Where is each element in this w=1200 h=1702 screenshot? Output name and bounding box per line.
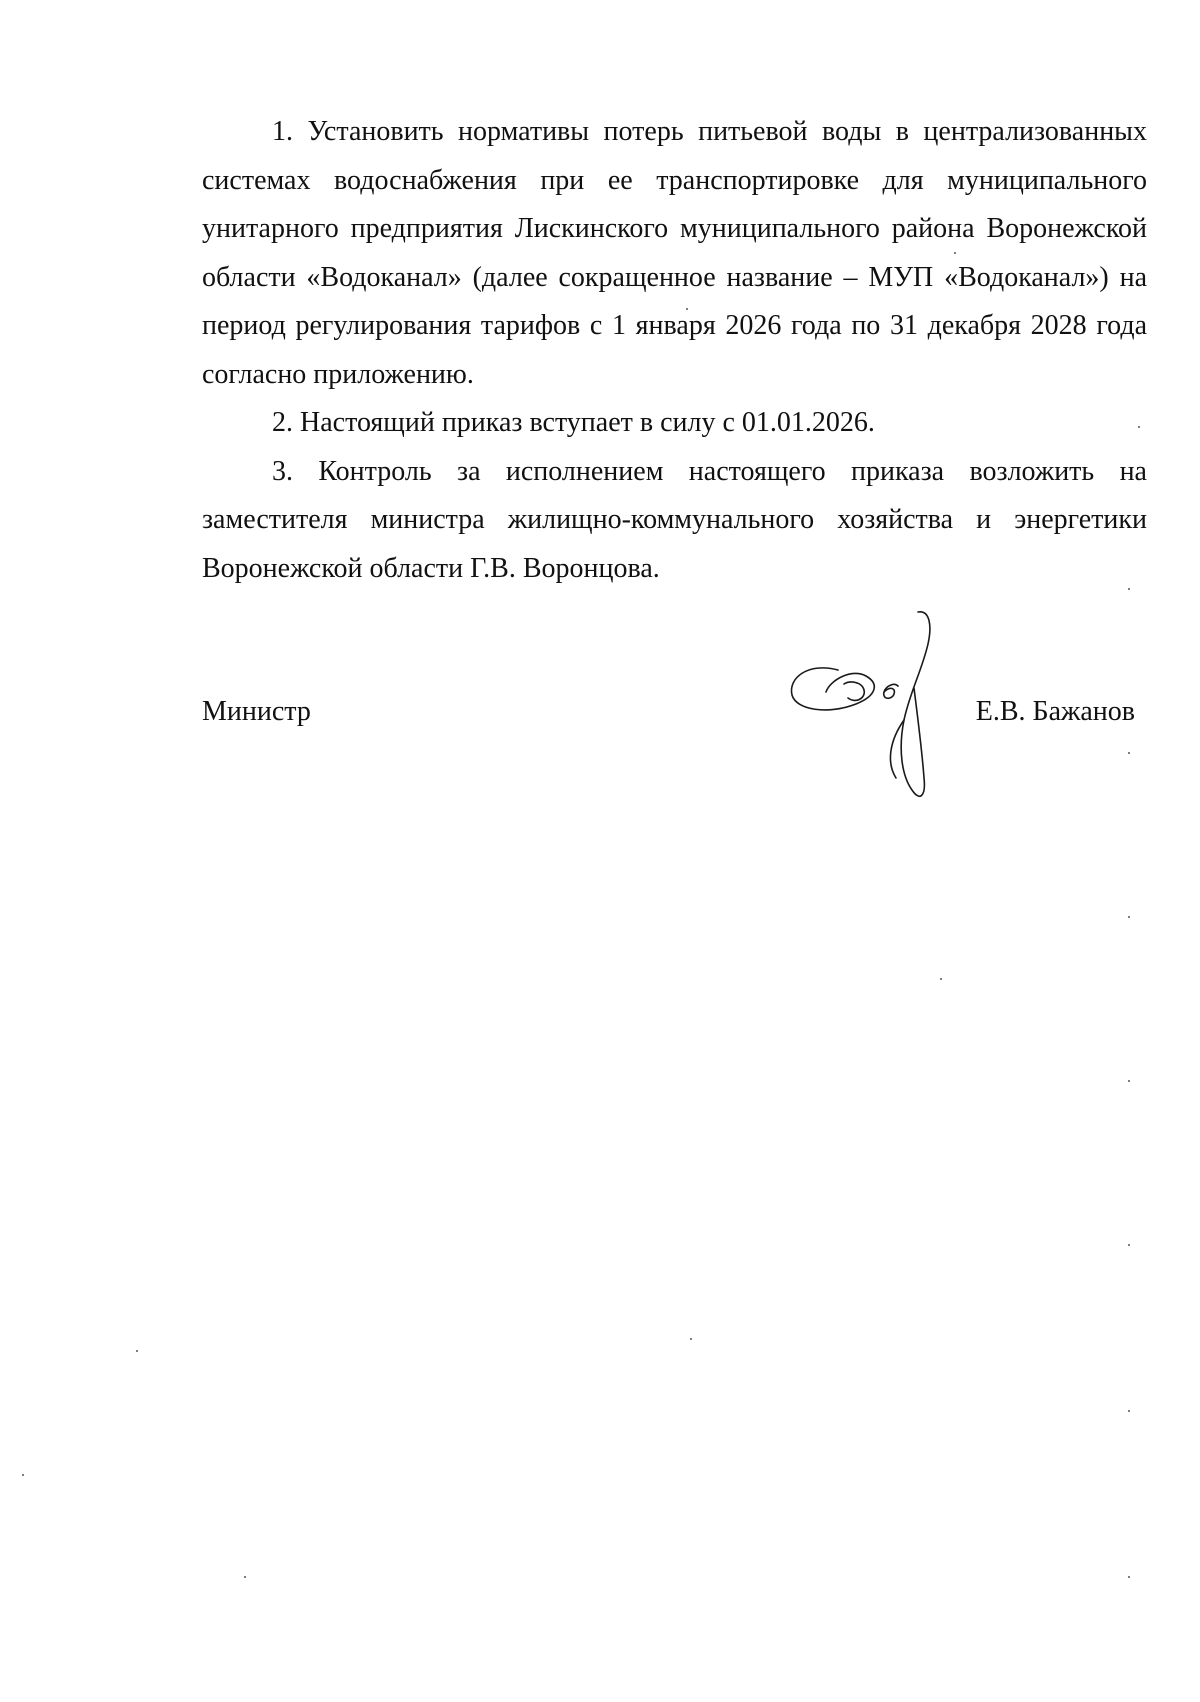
scan-speck (1128, 1080, 1130, 1082)
scan-speck (1128, 1410, 1130, 1412)
paragraph-1: 1. Установить нормативы потерь питьевой воды в централизованных системах водоснабжения при ее транспортировке для муниципального унитарного предприятия Лискинского муниципального района Воронежской области «Водоканал» (далее сокращенное название – МУП «Водоканал») на период регулирования тарифов с 1 января 2026 года по 31 декабря 2028 года согласно приложению. (202, 116, 1147, 390)
scan-speck (22, 1474, 24, 1476)
scan-speck (690, 1338, 692, 1340)
signatory-name: Е.В. Бажанов (975, 696, 1135, 727)
scan-speck (940, 978, 942, 980)
scan-speck (686, 308, 688, 310)
scan-speck (136, 1350, 138, 1352)
scan-speck (1128, 752, 1130, 754)
scan-speck (1128, 1576, 1130, 1578)
paragraph-2: 2. Настоящий приказ вступает в силу с 01.01.2026. (272, 407, 875, 438)
signature-block (202, 688, 1147, 738)
scan-speck (1128, 1244, 1130, 1246)
paragraph-3: 3. Контроль за исполнением настоящего приказа возложить на заместителя министра жилищно-коммунального хозяйства и энергетики Воронежской области Г.В. Воронцова. (202, 455, 1147, 584)
scan-speck (954, 252, 956, 254)
scan-speck (1138, 426, 1140, 428)
document-body (202, 108, 1147, 593)
scan-speck (1128, 916, 1130, 918)
scan-speck (244, 1576, 246, 1578)
signatory-role: Министр (202, 696, 311, 727)
scan-speck (1128, 588, 1130, 590)
